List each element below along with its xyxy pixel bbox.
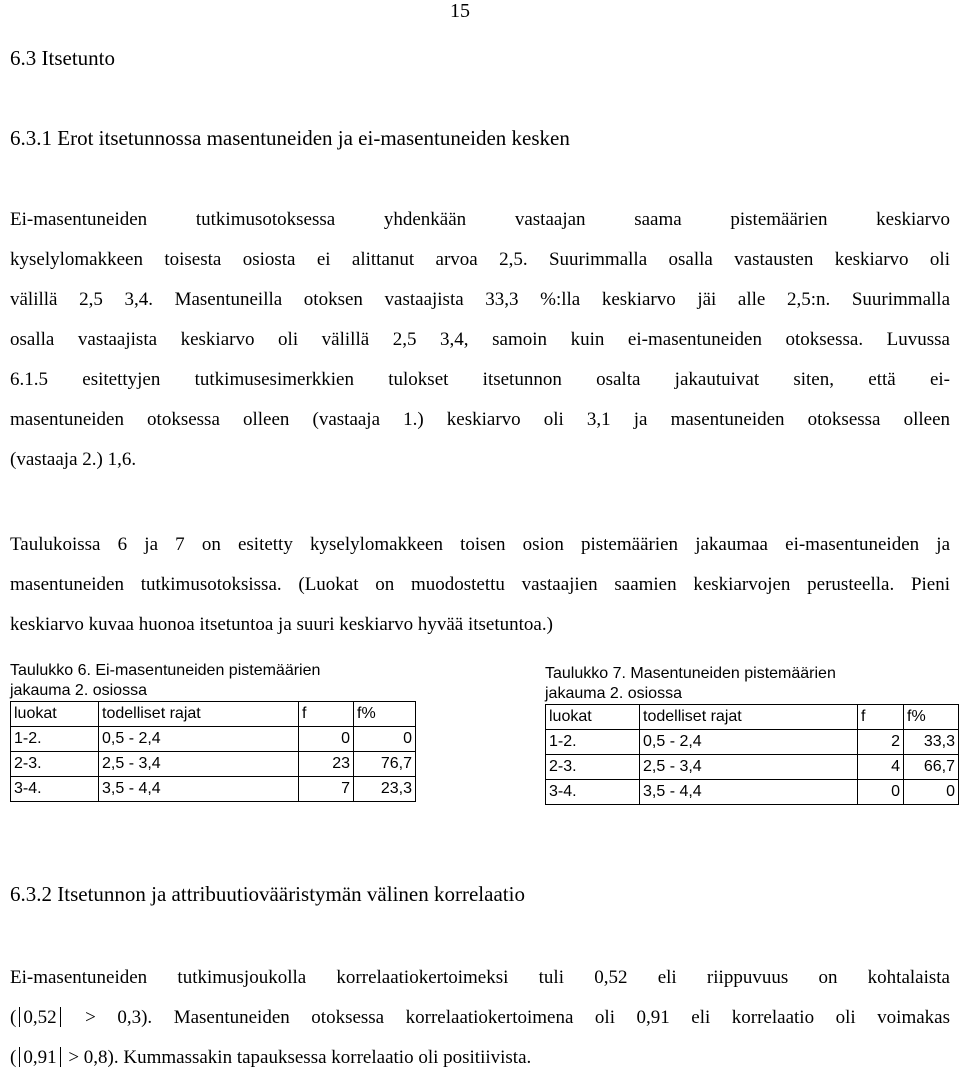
cell: 2-3. <box>546 755 640 780</box>
table-row <box>546 780 959 805</box>
subsection-2-title: 6.3.2 Itsetunnon ja attribuutiovääristymän välinen korrelaatio <box>10 882 525 906</box>
paragraph-line: keskiarvo kuvaa huonoa itsetuntoa ja suuri keskiarvo hyvää itsetuntoa.) <box>10 614 553 635</box>
abs-bar-left <box>19 1007 20 1027</box>
correlation-value: 0,91 <box>23 1047 57 1068</box>
table-row <box>546 755 959 780</box>
paragraph-line: kyselylomakkeen toisesta osiosta ei alittanut arvoa 2,5. Suurimmalla osalla vastausten keskiarvo oli <box>10 249 950 270</box>
subsection-title: 6.3.1 Erot itsetunnossa masentuneiden ja ei-masentuneiden kesken <box>10 126 570 150</box>
paragraph-2 <box>10 525 950 645</box>
paragraph-line: Ei-masentuneiden tutkimusjoukolla korrelaatiokertoimeksi tuli 0,52 eli riippuvuus on kohtalaista <box>10 967 950 988</box>
cell: 3-4. <box>11 777 99 802</box>
header-cell: luokat <box>11 702 99 727</box>
abs-bar-right <box>60 1007 61 1027</box>
cell: 0 <box>858 780 904 805</box>
cell: 0,5 - 2,4 <box>640 730 858 755</box>
cell: 1-2. <box>11 727 99 752</box>
cell: 2 <box>858 730 904 755</box>
table-header-row <box>546 705 959 730</box>
cell: 0,5 - 2,4 <box>99 727 299 752</box>
table-7-caption-line2: jakauma 2. osiossa <box>545 685 682 702</box>
cell: 3,5 - 4,4 <box>640 780 858 805</box>
table-row <box>546 730 959 755</box>
abs-bar-right <box>60 1047 61 1067</box>
paragraph-line: Ei-masentuneiden tutkimusotoksessa yhdenkään vastaajan saama pistemäärien keskiarvo <box>10 209 950 230</box>
cell: 2-3. <box>11 752 99 777</box>
header-cell: luokat <box>546 705 640 730</box>
cell: 0 <box>904 780 959 805</box>
table-header-row <box>11 702 416 727</box>
cell: 33,3 <box>904 730 959 755</box>
cell: 66,7 <box>904 755 959 780</box>
cell: 0 <box>299 727 354 752</box>
table-7-block <box>545 664 959 805</box>
table-row <box>11 752 416 777</box>
cell: 7 <box>299 777 354 802</box>
paragraph-3 <box>10 958 950 1078</box>
paragraph-line: ( 0,91 > 0,8). Kummassakin tapauksessa korrelaatio oli positiivista. <box>10 1047 532 1068</box>
cell: 76,7 <box>354 752 416 777</box>
paragraph-line: (vastaaja 2.) 1,6. <box>10 449 137 470</box>
table-6 <box>10 701 416 802</box>
correlation-value: 0,52 <box>23 1007 57 1028</box>
header-cell: f% <box>354 702 416 727</box>
header-cell: f% <box>904 705 959 730</box>
header-cell: f <box>299 702 354 727</box>
table-row <box>11 727 416 752</box>
cell: 23 <box>299 752 354 777</box>
table-7 <box>545 704 959 805</box>
table-6-caption-line1: Taulukko 6. Ei-masentuneiden pistemäärien <box>10 662 321 679</box>
header-cell: todelliset rajat <box>640 705 858 730</box>
paragraph-line: ( 0,52 > 0,3). Masentuneiden otoksessa korrelaatiokertoimena oli 0,91 eli korrelaatio oli voimakas <box>10 1007 950 1028</box>
table-row <box>11 777 416 802</box>
cell: 2,5 - 3,4 <box>640 755 858 780</box>
paragraph-line: välillä 2,5 3,4. Masentuneilla otoksen vastaajista 33,3 %:lla keskiarvo jäi alle 2,5:n. Suurimmalla <box>10 289 950 310</box>
paragraph-line: osalla vastaajista keskiarvo oli välillä 2,5 3,4, samoin kuin ei-masentuneiden otoksessa. Luvussa <box>10 329 950 350</box>
cell: 1-2. <box>546 730 640 755</box>
table-6-caption-line2: jakauma 2. osiossa <box>10 682 147 699</box>
cell: 3,5 - 4,4 <box>99 777 299 802</box>
section-title: 6.3 Itsetunto <box>10 46 115 70</box>
paragraph-line-rest: > 0,3). Masentuneiden otoksessa korrelaatiokertoimena oli 0,91 eli korrelaatio oli voimakas <box>63 1007 950 1028</box>
table-7-caption-line1: Taulukko 7. Masentuneiden pistemäärien <box>545 665 836 682</box>
paragraph-line: masentuneiden tutkimusotoksissa. (Luokat on muodostettu vastaajien saamien keskiarvojen perusteella. Pieni <box>10 574 950 595</box>
page-number: 15 <box>450 0 470 22</box>
cell: 0 <box>354 727 416 752</box>
paragraph-line: 6.1.5 esitettyjen tutkimusesimerkkien tulokset itsetunnon osalta jakautuivat siten, että ei- <box>10 369 950 390</box>
header-cell: f <box>858 705 904 730</box>
cell: 3-4. <box>546 780 640 805</box>
header-cell: todelliset rajat <box>99 702 299 727</box>
cell: 2,5 - 3,4 <box>99 752 299 777</box>
paragraph-line: Taulukoissa 6 ja 7 on esitetty kyselylomakkeen toisen osion pistemäärien jakaumaa ei-masentuneiden ja <box>10 534 950 555</box>
paragraph-1 <box>10 200 950 480</box>
cell: 4 <box>858 755 904 780</box>
paragraph-line: masentuneiden otoksessa olleen (vastaaja 1.) keskiarvo oli 3,1 ja masentuneiden otoksessa olleen <box>10 409 950 430</box>
abs-bar-left <box>19 1047 20 1067</box>
paragraph-line-rest: > 0,8). Kummassakin tapauksessa korrelaatio oli positiivista. <box>63 1047 532 1068</box>
table-6-block <box>10 661 416 802</box>
cell: 23,3 <box>354 777 416 802</box>
